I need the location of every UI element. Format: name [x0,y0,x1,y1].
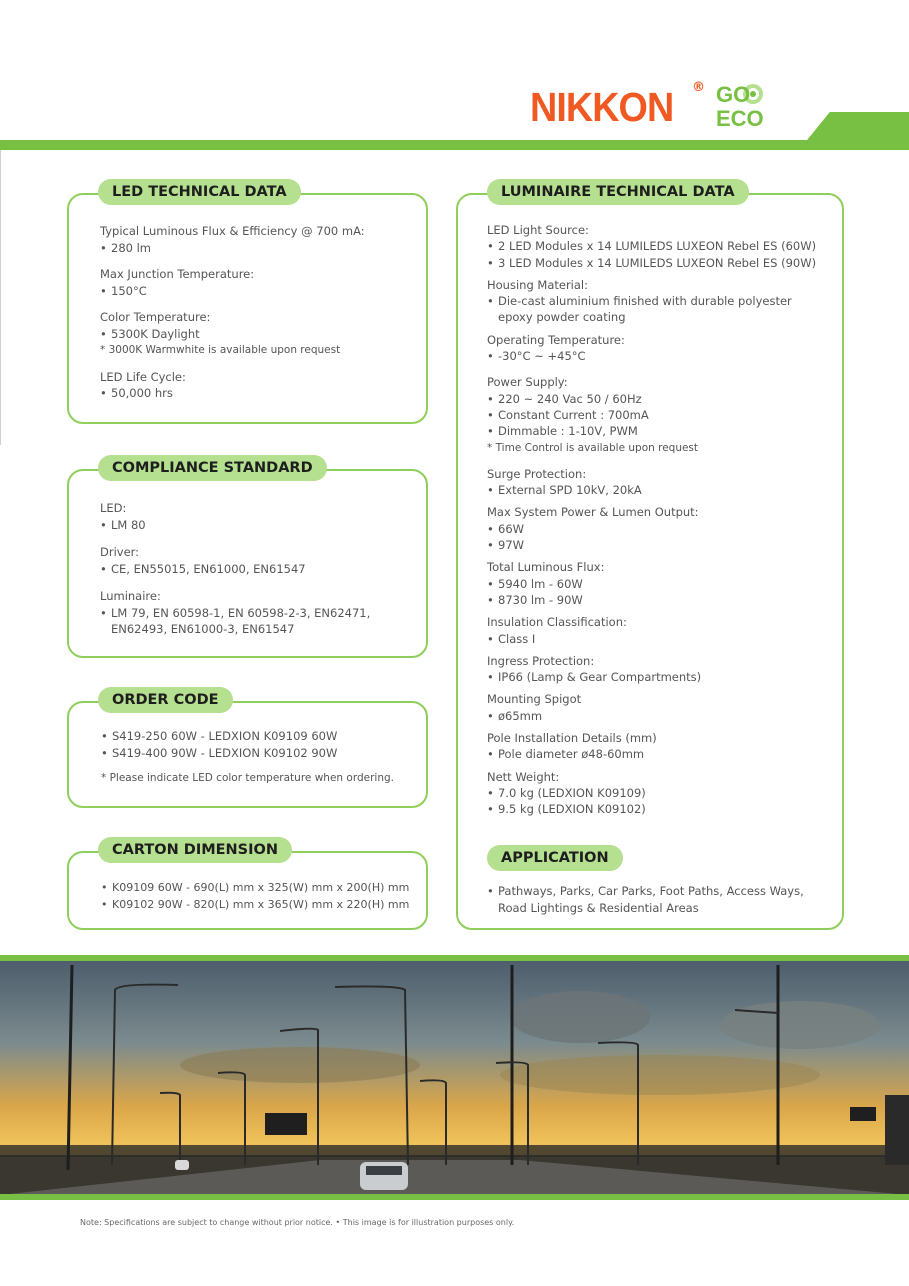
list-item: • 5940 lm - 60W [487,576,832,592]
led-life-group: LED Life Cycle: • 50,000 hrs [100,369,420,402]
order-code-note: * Please indicate LED color temperature when ordering. [101,772,394,784]
list-item: • -30°C ~ +45°C [487,348,832,364]
color-temp-note: * 3000K Warmwhite is available upon request [100,344,341,356]
application-title: APPLICATION [487,845,623,871]
order-code-content [101,728,421,787]
compliance-driver-group: Driver: • CE, EN55015, EN61000, EN61547 [100,544,420,577]
lum-spigot-group: Mounting Spigot • ø65mm [487,691,832,724]
compliance-led-group: LED: • LM 80 [100,500,420,533]
lum-surge-group: Surge Protection: • External SPD 10kV, 20kA [487,466,832,499]
lum-pole-group: Pole Installation Details (mm) • Pole diameter ø48-60mm [487,730,832,763]
list-item: • External SPD 10kV, 20kA [487,482,832,498]
lum-power-output-group: Max System Power & Lumen Output: • 66W • 97W [487,504,832,553]
list-item: • Constant Current : 700mA [487,407,832,423]
lum-ingress-group: Ingress Protection: • IP66 (Lamp & Gear Compartments) [487,653,832,686]
list-item: • Dimmable : 1-10V, PWM [487,423,832,439]
lum-source-group: LED Light Source: • 2 LED Modules x 14 LUMILEDS LUXEON Rebel ES (60W) • 3 LED Modules x 14 LUMILEDS LUXEON Rebel ES (90W) [487,222,832,271]
list-item: • 220 ~ 240 Vac 50 / 60Hz [487,391,832,407]
list-item: • IP66 (Lamp & Gear Compartments) [487,669,832,685]
led-junction-group: Max Junction Temperature: • 150°C [100,266,420,299]
eco-line1: GO [716,82,751,107]
list-item: • 7.0 kg (LEDXION K09109) [487,785,832,801]
power-supply-note: * Time Control is available upon request [487,441,699,454]
list-item: • S419-400 90W - LEDXION K09102 90W [101,745,421,762]
list-item: • LM 80 [100,517,420,534]
list-item: • 8730 lm - 90W [487,592,832,608]
lum-weight-group: Nett Weight: • 7.0 kg (LEDXION K09109) • 9.5 kg (LEDXION K09102) [487,769,832,818]
led-technical-title: LED TECHNICAL DATA [98,179,301,205]
brand-logo: NIKKON [530,84,674,130]
carton-title: CARTON DIMENSION [98,837,292,863]
list-item: • LM 79, EN 60598-1, EN 60598-2-3, EN62471, [100,605,420,622]
luminaire-content [487,222,832,818]
lum-power-supply-group: Power Supply: • 220 ~ 240 Vac 50 / 60Hz • Constant Current : 700mA • Dimmable : 1-10V, PWM * Time Control is available upon request [487,374,832,455]
application-content: • Pathways, Parks, Car Parks, Foot Paths, Access Ways, Road Lightings & Residential Areas [487,883,832,916]
left-margin-line [0,150,1,445]
led-flux-group: Typical Luminous Flux & Efficiency @ 700 mA: • 280 lm [100,223,420,256]
compliance-luminaire-group: Luminaire: • LM 79, EN 60598-1, EN 60598-2-3, EN62471, EN62493, EN61000-3, EN61547 [100,588,420,638]
list-item: • Pathways, Parks, Car Parks, Foot Paths, Access Ways, [487,883,832,900]
list-item: • 97W [487,537,832,553]
list-item: • 9.5 kg (LEDXION K09102) [487,801,832,817]
list-item: • 50,000 hrs [100,385,420,402]
highway-sunset-photo [0,955,909,1200]
list-item: • CE, EN55015, EN61000, EN61547 [100,561,420,578]
list-item: • 66W [487,521,832,537]
lum-housing-group: Housing Material: • Die-cast aluminium finished with durable polyester epoxy powder coating [487,277,832,326]
list-item: • S419-250 60W - LEDXION K09109 60W [101,728,421,745]
list-item: • Die-cast aluminium finished with durable polyester [487,293,832,309]
luminaire-title: LUMINAIRE TECHNICAL DATA [487,179,749,205]
list-item: • Class I [487,631,832,647]
eco-line2: ECO [716,106,764,130]
list-item: • Pole diameter ø48-60mm [487,746,832,762]
list-item: • 3 LED Modules x 14 LUMILEDS LUXEON Rebel ES (90W) [487,255,832,271]
footer-note: Note: Specifications are subject to change without prior notice. • This image is for illustration purposes only. [80,1218,515,1227]
lum-flux-group: Total Luminous Flux: • 5940 lm - 60W • 8730 lm - 90W [487,559,832,608]
list-item: • 280 lm [100,240,420,257]
go-eco-logo [716,80,776,130]
order-code-title: ORDER CODE [98,687,233,713]
compliance-title: COMPLIANCE STANDARD [98,455,327,481]
carton-content [101,880,423,913]
lum-operating-temp-group: Operating Temperature: • -30°C ~ +45°C [487,332,832,365]
list-item: • ø65mm [487,708,832,724]
list-item: • K09102 90W - 820(L) mm x 365(W) mm x 220(H) mm [101,897,423,914]
led-color-temp-group: Color Temperature: • 5300K Daylight * 3000K Warmwhite is available upon request [100,309,420,359]
registered-mark: ® [692,80,705,95]
list-item: • 5300K Daylight [100,326,420,343]
list-item: • 2 LED Modules x 14 LUMILEDS LUXEON Rebel ES (60W) [487,238,832,254]
header-green-bar [0,140,909,150]
list-item: • 150°C [100,283,420,300]
compliance-content [100,500,420,648]
lum-insulation-group: Insulation Classification: • Class I [487,614,832,647]
led-technical-content [100,223,420,412]
list-item: • K09109 60W - 690(L) mm x 325(W) mm x 200(H) mm [101,880,423,897]
